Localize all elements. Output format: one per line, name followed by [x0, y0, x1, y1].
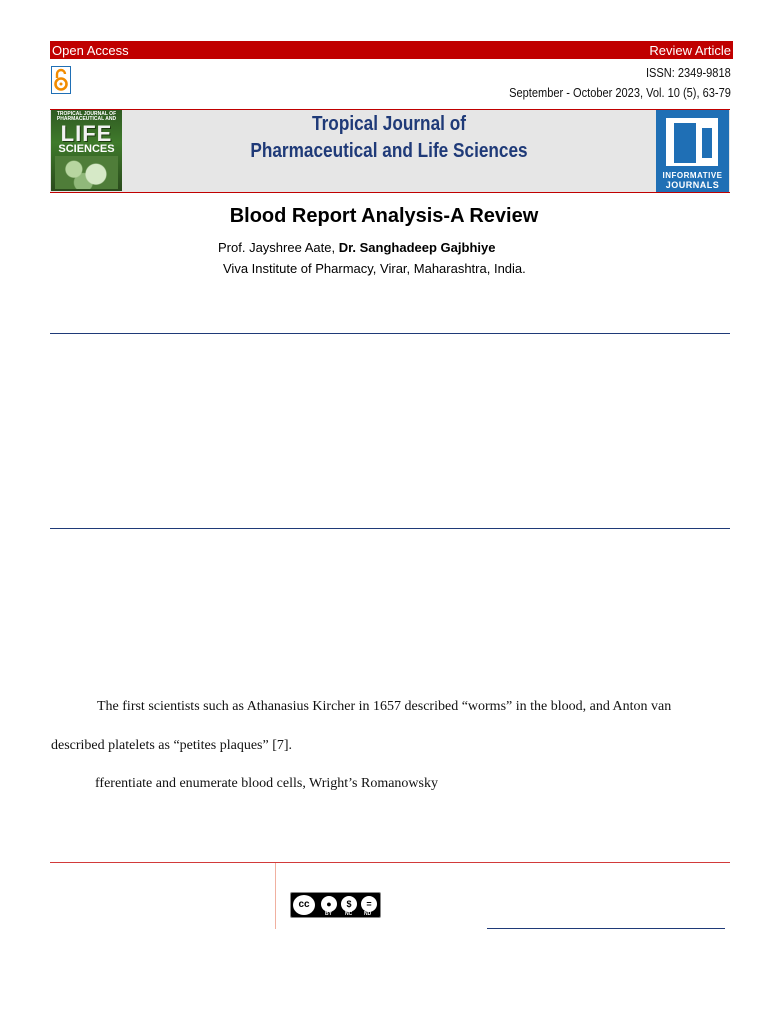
cc-mark: cc: [293, 895, 315, 915]
publisher-logo: [656, 110, 729, 192]
open-access-label: Open Access: [52, 42, 129, 58]
article-type-label: Review Article: [649, 42, 731, 58]
author-2: Dr. Sanghadeep Gajbhiye: [338, 240, 496, 255]
footer-top-rule: [50, 862, 730, 863]
noderivs-icon: =: [361, 896, 377, 912]
cover-big-text: LIFE: [60, 121, 113, 146]
publisher-line1: INFORMATIVE: [662, 171, 723, 180]
issn: ISSN: 2349-9818: [646, 65, 731, 80]
publisher-line2: JOURNALS: [665, 180, 720, 190]
nd-label: ND: [364, 911, 372, 917]
body-paragraph-1-line-1: The first scientists such as Athanasius Kircher in 1657 described “worms” in the blood, and Anton van: [97, 699, 672, 714]
journal-title: [159, 111, 618, 165]
journal-title-line2: Pharmaceutical and Life Sciences: [250, 140, 528, 162]
noncommercial-icon: $: [341, 896, 357, 912]
top-banner: [50, 41, 733, 59]
door-icon: [666, 118, 718, 166]
cover-artwork: [55, 156, 118, 189]
journal-title-line1: Tropical Journal of: [312, 113, 466, 135]
affiliation: Viva Institute of Pharmacy, Virar, Maharashtra, India.: [223, 261, 526, 276]
footer-divider: [275, 863, 276, 929]
cover-top-text: TROPICAL JOURNAL OF PHARMACEUTICAL AND: [56, 111, 117, 122]
open-access-lock-icon: [51, 66, 71, 94]
by-person-icon: ●: [321, 896, 337, 912]
footer-link-underline: [487, 928, 725, 929]
journal-cover-image: [51, 110, 122, 191]
authors: [218, 240, 495, 255]
author-1: Prof. Jayshree Aate,: [218, 240, 339, 255]
issue-info: September - October 2023, Vol. 10 (5), 63-79: [509, 85, 731, 100]
abstract-bottom-rule: [50, 528, 730, 529]
body-paragraph-1-line-2: described platelets as “petites plaques” [7].: [51, 738, 293, 753]
article-title: Blood Report Analysis-A Review: [229, 205, 539, 227]
nc-label: NC: [345, 911, 353, 917]
by-label: BY: [325, 911, 332, 917]
creative-commons-icon[interactable]: [290, 892, 381, 918]
abstract-top-rule: [50, 333, 730, 334]
cover-sub-text: SCIENCES: [58, 143, 115, 155]
body-paragraph-2-line-1: fferentiate and enumerate blood cells, Wright’s Romanowsky: [95, 776, 438, 791]
